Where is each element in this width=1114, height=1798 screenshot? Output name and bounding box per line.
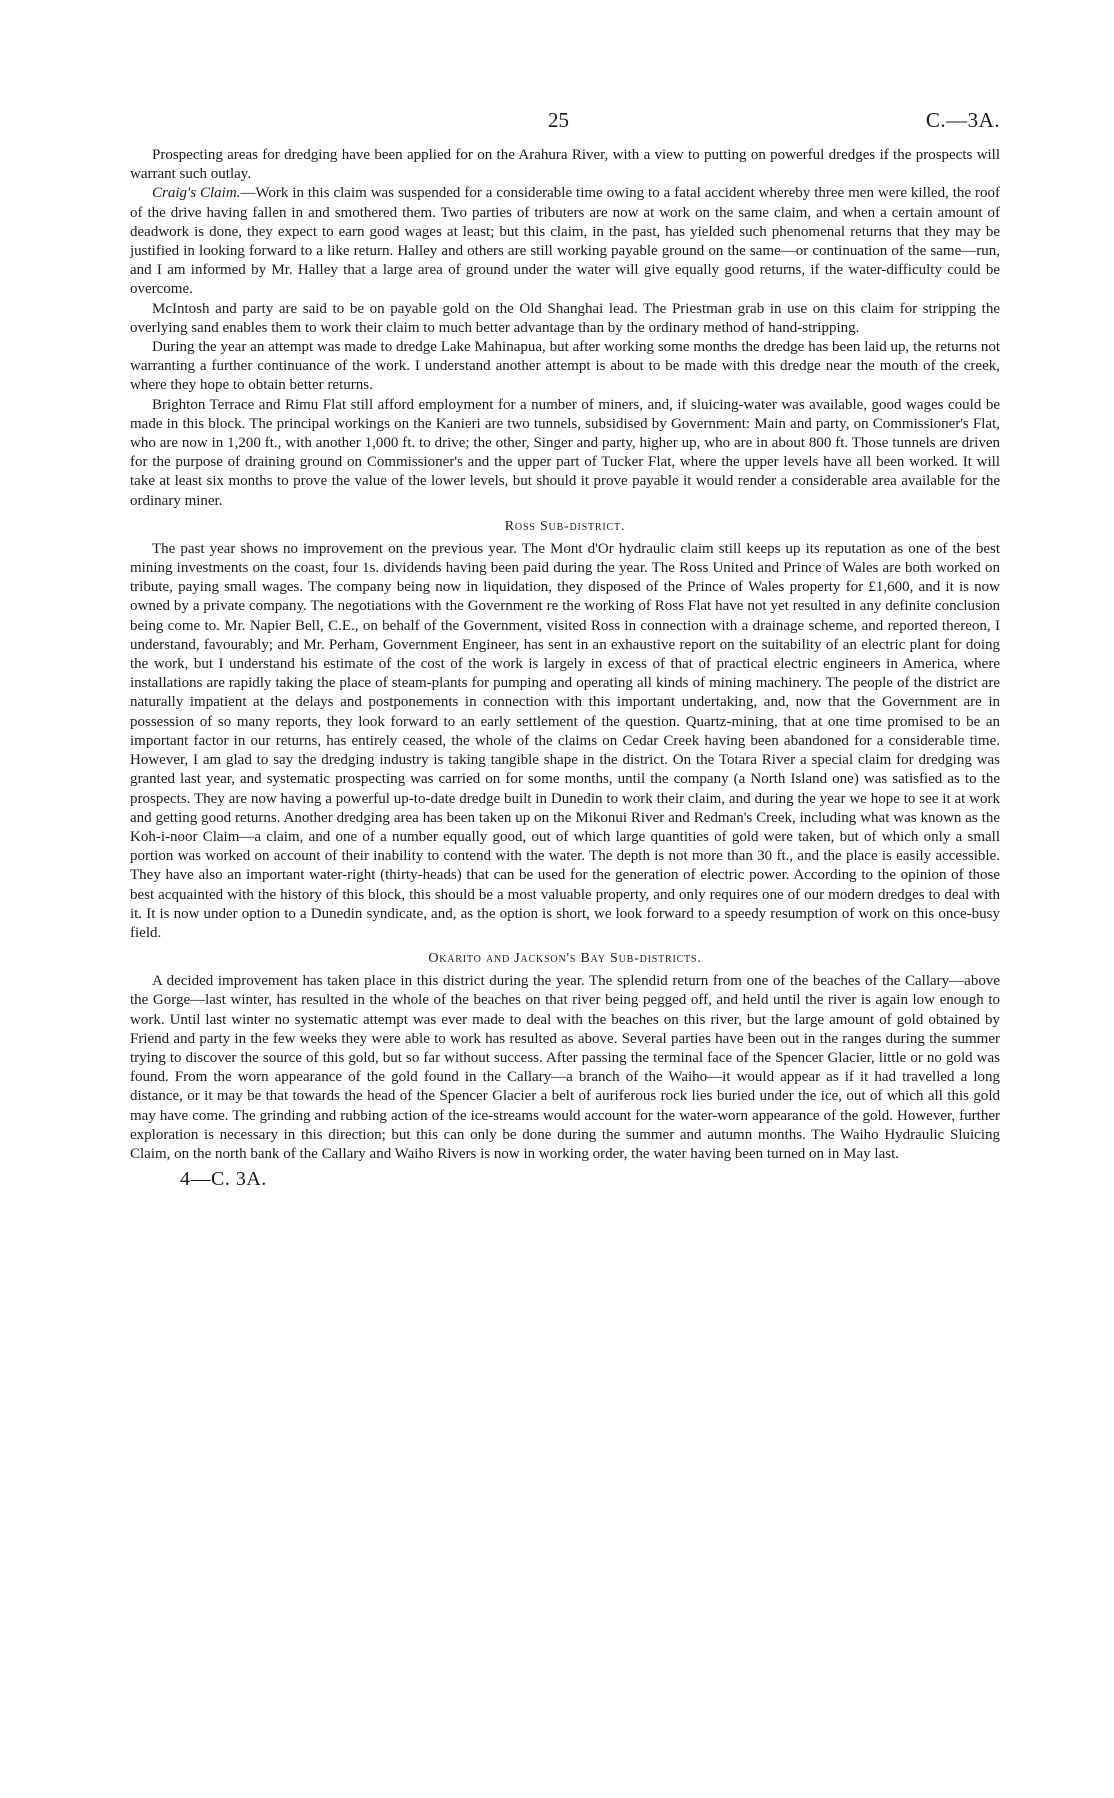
paragraph-arahura	[130, 146, 1000, 184]
page-number: 25	[548, 108, 569, 132]
paragraph-text: Prospecting areas for dredging have been applied for on the Arahura River, with a view to putting on powerful dredges if the prospects will warrant such outlay.	[130, 147, 1000, 183]
paragraph-lead: Craig's Claim.	[152, 185, 241, 202]
paragraph-brighton-terrace	[130, 396, 1000, 511]
paragraph-text: Brighton Terrace and Rimu Flat still afford employment for a number of miners, and, if sluicing-water was available, good wages could be made in this block. The principal workings on the Kanieri are two tunnels, subsidised by Government: Main and party, on Commissioner's Flat, who are now in 1,200 ft., with another 1,000 ft. to drive; the other, Singer and party, higher up, who are in about 800 ft. Those tunnels are driven for the purpose of draining ground on Commissioner's and the upper part of Tucker Flat, where the upper levels have all been worked. It will take at least six months to prove the value of the lower levels, but should it prove payable it would render a considerable area available for the ordinary miner.	[130, 396, 1000, 509]
paragraph-text: A decided improvement has taken place in this district during the year. The splendid return from one of the beaches of the Callary—above the Gorge—last winter, has resulted in the whole of the beaches on that river being pegged off, and held until the river is again low enough to work. Until last winter no systematic attempt was ever made to deal with the beaches on this river, but the large amount of gold obtained by Friend and party in the few weeks they were able to work has resulted as above. Several parties have been out in the ranges during the summer trying to discover the source of this gold, but so far without success. After passing the terminal face of the Spencer Glacier, little or no gold was found. From the worn appearance of the gold found in the Callary—a branch of the Waiho—it would appear as if it had travelled a long distance, or it may be that towards the head of the Spencer Glacier a belt of auriferous rock lies buried under the ice, out of which all this gold may have come. The grinding and rubbing action of the ice-streams would account for the water-worn appearance of the gold. However, further exploration is necessary in this direction; but this can only be done during the summer and autumn months. The Waiho Hydraulic Sluicing Claim, on the north bank of the Callary and Waiho Rivers is now in working order, the water having been turned on in May last.	[130, 973, 1000, 1162]
paragraph-text: —Work in this claim was suspended for a considerable time owing to a fatal accident whereby three men were killed, the roof of the drive having fallen in and smothered them. Two parties of tributers are now at work on the same claim, and when a certain amount of deadwork is done, they expect to earn good wages at least; but this claim, in the past, has yielded such phenomenal returns that they may be justified in looking forward to a like return. Halley and others are still working payable ground on the same—or continuation of the same—run, and I am informed by Mr. Halley that a large area of ground under the water will give equally good returns, if the water-difficulty could be overcome.	[130, 185, 1000, 298]
paragraph-ross	[130, 540, 1000, 943]
paragraph-text: McIntosh and party are said to be on payable gold on the Old Shanghai lead. The Priestman grab in use on this claim for stripping the overlying sand enables them to work their claim to much better advantage than by the ordinary method of hand-stripping.	[130, 300, 1000, 336]
paragraph-mahinapua	[130, 338, 1000, 396]
paragraph-okarito	[130, 972, 1000, 1164]
page-header	[130, 108, 1000, 138]
paragraph-mcintosh	[130, 300, 1000, 338]
document-page	[130, 108, 1000, 1191]
section-heading-okarito: Okarito and Jackson's Bay Sub-districts.	[428, 951, 702, 967]
document-reference: C.—3A.	[925, 108, 1000, 132]
section-heading-ross: Ross Sub-district.	[504, 518, 626, 534]
signature-mark: 4—C. 3A.	[180, 1168, 267, 1191]
paragraph-craigs-claim	[130, 184, 1000, 299]
paragraph-text: During the year an attempt was made to dredge Lake Mahinapua, but after working some months the dredge has been laid up, the returns not warranting a further continuance of the work. I understand another attempt is about to be made with this dredge near the mouth of the creek, where they hope to obtain better returns.	[130, 339, 1000, 394]
paragraph-text: The past year shows no improvement on the previous year. The Mont d'Or hydraulic claim still keeps up its reputation as one of the best mining investments on the coast, four 1s. dividends having been paid during the year. The Ross United and Prince of Wales are both worked on tribute, paying small wages. The company being now in liquidation, they disposed of the Prince of Wales property for £1,600, and it is now owned by a private company. The negotiations with the Government re the working of Ross Flat have not yet resulted in any definite conclusion being come to. Mr. Napier Bell, C.E., on behalf of the Government, visited Ross in connection with a drainage scheme, and reported thereon, I understand, favourably; and Mr. Perham, Government Engineer, has sent in an exhaustive report on the suitability of an electric plant for doing the work, but I understand his estimate of the cost of the work is largely in excess of that of practical electric engineers in America, where installations are rapidly taking the place of steam-plants for pumping and operating all kinds of mining machinery. The people of the district are naturally impatient at the delays and postponements in connection with this important undertaking, and, now that the Government are in possession of so many reports, they look forward to an early settlement of the question. Quartz-mining, that at one time promised to be an important factor in our returns, has entirely ceased, the whole of the claims on Cedar Creek having been abandoned for a considerable time. However, I am glad to say the dredging industry is taking tangible shape in the district. On the Totara River a special claim for dredging was granted last year, and systematic prospecting was carried on for some months, until the company (a North Island one) was satisfied as to the prospects. They are now having a powerful up-to-date dredge built in Dunedin to work their claim, and during the year we hope to see it at work and getting good returns. Another dredging area has been taken up on the Mikonui River and Redman's Creek, including what was known as the Koh-i-noor Claim—a claim, and one of a number equally good, out of which large quantities of gold were taken, but of which only a small portion was worked on account of their inability to contend with the water. The depth is not more than 30 ft., and the place is easily accessible. They have also an important water-right (thirty-heads) that can be used for the generation of electric power. According to the opinion of those best acquainted with the history of this block, this should be a most valuable property, and only requires one of our modern dredges to deal with it. It is now under option to a Dunedin syndicate, and, as the option is short, we look forward to a speedy resumption of work on this once-busy field.	[130, 540, 1000, 941]
